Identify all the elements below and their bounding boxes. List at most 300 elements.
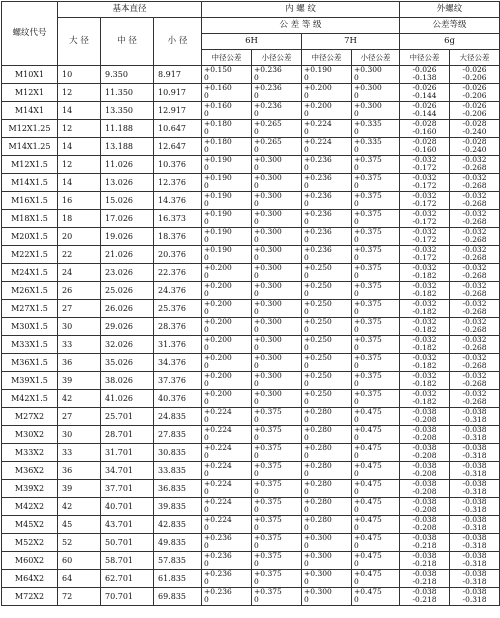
upper-deviation: -0.032	[412, 335, 437, 344]
major-diameter-cell: 39	[58, 480, 101, 498]
lower-deviation: 0	[254, 217, 259, 227]
6h-pitch-tol-cell	[202, 516, 252, 534]
thread-code-cell: M36X1.5	[2, 354, 58, 372]
6h-pitch-tol-cell	[202, 408, 252, 426]
6h-minor-tol-cell	[252, 372, 302, 390]
upper-deviation: +0.200	[304, 83, 332, 92]
thread-code-cell: M18X1.5	[2, 210, 58, 228]
upper-deviation: -0.038	[462, 443, 487, 452]
pitch-diameter-cell: 11.026	[101, 156, 154, 174]
7h-minor-tol-cell	[352, 300, 400, 318]
minor-diameter-cell: 24.835	[154, 408, 202, 426]
6g-pitch-tol-cell	[400, 264, 450, 282]
minor-diameter-cell: 37.376	[154, 372, 202, 390]
upper-deviation: +0.375	[354, 281, 382, 290]
lower-deviation: 0	[304, 469, 309, 479]
lower-deviation: 0	[204, 451, 209, 461]
header-basic-diameter: 基本直径	[58, 2, 202, 18]
7h-minor-tol-cell	[352, 462, 400, 480]
thread-code-cell: M60X2	[2, 552, 58, 570]
minor-diameter-cell: 22.376	[154, 264, 202, 282]
upper-deviation: +0.190	[204, 173, 232, 182]
thread-code-cell: M33X1.5	[2, 336, 58, 354]
lower-deviation: -0.268	[462, 163, 487, 173]
header-thread-code: 螺纹代号	[2, 2, 58, 66]
thread-code-cell: M36X2	[2, 462, 58, 480]
major-diameter-cell: 64	[58, 570, 101, 588]
table-body	[2, 66, 500, 606]
header-tolerance-grade-ext: 公差等级	[400, 18, 500, 34]
7h-pitch-tol-cell	[302, 174, 352, 192]
7h-pitch-tol-cell	[302, 588, 352, 606]
lower-deviation: 0	[254, 181, 259, 191]
minor-diameter-cell: 30.835	[154, 444, 202, 462]
upper-deviation: +0.236	[304, 173, 332, 182]
7h-pitch-tol-cell	[302, 480, 352, 498]
upper-deviation: -0.032	[462, 299, 487, 308]
upper-deviation: +0.375	[354, 155, 382, 164]
6h-pitch-tol-cell	[202, 282, 252, 300]
6g-major-tol-cell	[450, 498, 500, 516]
major-diameter-cell: 30	[58, 318, 101, 336]
minor-diameter-cell: 10.376	[154, 156, 202, 174]
lower-deviation: 0	[354, 145, 359, 155]
upper-deviation: -0.038	[462, 515, 487, 524]
upper-deviation: +0.200	[204, 263, 232, 272]
lower-deviation: 0	[354, 73, 359, 83]
lower-deviation: -0.218	[412, 577, 437, 587]
lower-deviation: -0.318	[462, 559, 487, 569]
lower-deviation: 0	[354, 577, 359, 587]
upper-deviation: +0.200	[204, 371, 232, 380]
upper-deviation: +0.224	[304, 137, 332, 146]
pitch-diameter-cell: 21.026	[101, 246, 154, 264]
minor-diameter-cell: 8.917	[154, 66, 202, 84]
upper-deviation: +0.375	[354, 263, 382, 272]
lower-deviation: 0	[354, 523, 359, 533]
pitch-diameter-cell: 15.026	[101, 192, 154, 210]
7h-pitch-tol-cell	[302, 570, 352, 588]
7h-pitch-tol-cell	[302, 228, 352, 246]
6h-pitch-tol-cell	[202, 228, 252, 246]
lower-deviation: 0	[204, 559, 209, 569]
header-6g-major-tol: 大径公差	[450, 50, 500, 66]
7h-minor-tol-cell	[352, 570, 400, 588]
upper-deviation: -0.038	[412, 515, 437, 524]
lower-deviation: 0	[354, 559, 359, 569]
6h-minor-tol-cell	[252, 84, 302, 102]
thread-code-cell: M20X1.5	[2, 228, 58, 246]
table-row	[2, 228, 500, 246]
thread-tolerance-table	[1, 1, 500, 606]
7h-pitch-tol-cell	[302, 390, 352, 408]
upper-deviation: +0.280	[304, 425, 332, 434]
upper-deviation: +0.190	[204, 227, 232, 236]
major-diameter-cell: 12	[58, 120, 101, 138]
table-row	[2, 498, 500, 516]
header-6h-pitch-tol: 中径公差	[202, 50, 252, 66]
lower-deviation: -0.268	[462, 397, 487, 407]
6g-major-tol-cell	[450, 192, 500, 210]
major-diameter-cell: 24	[58, 264, 101, 282]
lower-deviation: 0	[354, 271, 359, 281]
upper-deviation: +0.300	[354, 83, 382, 92]
lower-deviation: 0	[354, 253, 359, 263]
6h-minor-tol-cell	[252, 174, 302, 192]
upper-deviation: +0.190	[204, 209, 232, 218]
lower-deviation: 0	[204, 433, 209, 443]
header-grade-7h: 7H	[302, 34, 400, 50]
upper-deviation: +0.250	[304, 281, 332, 290]
lower-deviation: 0	[354, 397, 359, 407]
lower-deviation: -0.268	[462, 379, 487, 389]
upper-deviation: +0.300	[254, 371, 282, 380]
6h-minor-tol-cell	[252, 282, 302, 300]
upper-deviation: +0.375	[254, 587, 282, 596]
upper-deviation: +0.180	[204, 137, 232, 146]
7h-pitch-tol-cell	[302, 318, 352, 336]
pitch-diameter-cell: 40.701	[101, 498, 154, 516]
6g-pitch-tol-cell	[400, 570, 450, 588]
major-diameter-cell: 39	[58, 372, 101, 390]
header-external-thread: 外螺纹	[400, 2, 500, 18]
6g-pitch-tol-cell	[400, 318, 450, 336]
pitch-diameter-cell: 13.188	[101, 138, 154, 156]
lower-deviation: 0	[254, 73, 259, 83]
lower-deviation: -0.208	[412, 451, 437, 461]
table-row	[2, 282, 500, 300]
lower-deviation: -0.240	[462, 145, 487, 155]
upper-deviation: -0.038	[462, 533, 487, 542]
7h-pitch-tol-cell	[302, 300, 352, 318]
pitch-diameter-cell: 50.701	[101, 534, 154, 552]
upper-deviation: -0.038	[412, 497, 437, 506]
lower-deviation: -0.182	[412, 397, 437, 407]
upper-deviation: +0.265	[254, 119, 282, 128]
table-row	[2, 372, 500, 390]
6h-pitch-tol-cell	[202, 318, 252, 336]
6h-pitch-tol-cell	[202, 156, 252, 174]
lower-deviation: -0.240	[462, 127, 487, 137]
upper-deviation: +0.236	[304, 209, 332, 218]
6g-major-tol-cell	[450, 534, 500, 552]
major-diameter-cell: 36	[58, 462, 101, 480]
6h-minor-tol-cell	[252, 318, 302, 336]
lower-deviation: 0	[304, 217, 309, 227]
6h-pitch-tol-cell	[202, 246, 252, 264]
upper-deviation: -0.032	[462, 155, 487, 164]
header-minor-diameter: 小 径	[154, 18, 202, 66]
upper-deviation: +0.375	[254, 497, 282, 506]
upper-deviation: -0.026	[462, 83, 487, 92]
pitch-diameter-cell: 9.350	[101, 66, 154, 84]
7h-minor-tol-cell	[352, 498, 400, 516]
7h-minor-tol-cell	[352, 372, 400, 390]
pitch-diameter-cell: 62.701	[101, 570, 154, 588]
upper-deviation: -0.028	[462, 137, 487, 146]
upper-deviation: +0.375	[354, 173, 382, 182]
lower-deviation: 0	[354, 235, 359, 245]
minor-diameter-cell: 20.376	[154, 246, 202, 264]
upper-deviation: +0.475	[354, 497, 382, 506]
header-grade-6g: 6g	[400, 34, 500, 50]
major-diameter-cell: 26	[58, 282, 101, 300]
lower-deviation: 0	[354, 487, 359, 497]
upper-deviation: -0.032	[462, 245, 487, 254]
lower-deviation: -0.218	[412, 559, 437, 569]
lower-deviation: -0.206	[462, 91, 487, 101]
6h-pitch-tol-cell	[202, 210, 252, 228]
lower-deviation: -0.318	[462, 577, 487, 587]
lower-deviation: 0	[304, 343, 309, 353]
table-row	[2, 390, 500, 408]
6h-pitch-tol-cell	[202, 354, 252, 372]
lower-deviation: 0	[204, 109, 209, 119]
upper-deviation: +0.250	[304, 353, 332, 362]
lower-deviation: 0	[204, 253, 209, 263]
lower-deviation: -0.268	[462, 325, 487, 335]
lower-deviation: -0.172	[412, 181, 437, 191]
upper-deviation: -0.032	[412, 389, 437, 398]
lower-deviation: -0.318	[462, 595, 487, 605]
7h-minor-tol-cell	[352, 156, 400, 174]
table-row	[2, 300, 500, 318]
upper-deviation: -0.028	[412, 137, 437, 146]
pitch-diameter-cell: 32.026	[101, 336, 154, 354]
lower-deviation: 0	[204, 217, 209, 227]
thread-code-cell: M42X2	[2, 498, 58, 516]
upper-deviation: +0.475	[354, 461, 382, 470]
upper-deviation: +0.375	[254, 551, 282, 560]
6h-pitch-tol-cell	[202, 174, 252, 192]
lower-deviation: 0	[354, 433, 359, 443]
upper-deviation: +0.190	[304, 65, 332, 74]
upper-deviation: -0.038	[412, 479, 437, 488]
minor-diameter-cell: 40.376	[154, 390, 202, 408]
lower-deviation: 0	[254, 307, 259, 317]
upper-deviation: +0.160	[204, 101, 232, 110]
lower-deviation: -0.208	[412, 523, 437, 533]
upper-deviation: +0.300	[354, 65, 382, 74]
upper-deviation: +0.300	[254, 353, 282, 362]
upper-deviation: +0.475	[354, 533, 382, 542]
lower-deviation: 0	[354, 415, 359, 425]
major-diameter-cell: 12	[58, 156, 101, 174]
lower-deviation: -0.268	[462, 307, 487, 317]
thread-code-cell: M39X1.5	[2, 372, 58, 390]
6g-major-tol-cell	[450, 408, 500, 426]
upper-deviation: -0.032	[462, 389, 487, 398]
6g-major-tol-cell	[450, 102, 500, 120]
7h-minor-tol-cell	[352, 264, 400, 282]
7h-pitch-tol-cell	[302, 138, 352, 156]
7h-pitch-tol-cell	[302, 282, 352, 300]
table-row	[2, 66, 500, 84]
lower-deviation: -0.208	[412, 469, 437, 479]
7h-minor-tol-cell	[352, 390, 400, 408]
6h-minor-tol-cell	[252, 462, 302, 480]
7h-minor-tol-cell	[352, 174, 400, 192]
pitch-diameter-cell: 31.701	[101, 444, 154, 462]
lower-deviation: 0	[254, 487, 259, 497]
thread-code-cell: M42X1.5	[2, 390, 58, 408]
7h-pitch-tol-cell	[302, 444, 352, 462]
6h-minor-tol-cell	[252, 426, 302, 444]
major-diameter-cell: 30	[58, 426, 101, 444]
7h-pitch-tol-cell	[302, 498, 352, 516]
7h-pitch-tol-cell	[302, 264, 352, 282]
upper-deviation: -0.032	[462, 371, 487, 380]
upper-deviation: +0.300	[254, 263, 282, 272]
upper-deviation: +0.375	[354, 389, 382, 398]
thread-code-cell: M12X1	[2, 84, 58, 102]
upper-deviation: -0.038	[412, 443, 437, 452]
upper-deviation: +0.265	[254, 137, 282, 146]
7h-pitch-tol-cell	[302, 120, 352, 138]
lower-deviation: 0	[354, 289, 359, 299]
upper-deviation: -0.032	[412, 245, 437, 254]
upper-deviation: +0.475	[354, 479, 382, 488]
lower-deviation: -0.318	[462, 505, 487, 515]
7h-pitch-tol-cell	[302, 534, 352, 552]
minor-diameter-cell: 34.376	[154, 354, 202, 372]
table-row	[2, 264, 500, 282]
upper-deviation: +0.224	[204, 425, 232, 434]
6g-major-tol-cell	[450, 480, 500, 498]
major-diameter-cell: 33	[58, 336, 101, 354]
lower-deviation: -0.318	[462, 415, 487, 425]
6g-pitch-tol-cell	[400, 480, 450, 498]
upper-deviation: -0.038	[462, 479, 487, 488]
upper-deviation: -0.032	[412, 371, 437, 380]
major-diameter-cell: 10	[58, 66, 101, 84]
lower-deviation: 0	[204, 199, 209, 209]
lower-deviation: 0	[354, 91, 359, 101]
lower-deviation: -0.268	[462, 289, 487, 299]
lower-deviation: 0	[254, 199, 259, 209]
lower-deviation: 0	[304, 181, 309, 191]
upper-deviation: +0.475	[354, 551, 382, 560]
upper-deviation: -0.032	[462, 317, 487, 326]
lower-deviation: 0	[254, 451, 259, 461]
lower-deviation: 0	[204, 343, 209, 353]
6h-pitch-tol-cell	[202, 570, 252, 588]
table-row	[2, 552, 500, 570]
pitch-diameter-cell: 13.026	[101, 174, 154, 192]
7h-minor-tol-cell	[352, 192, 400, 210]
thread-code-cell: M27X1.5	[2, 300, 58, 318]
lower-deviation: 0	[254, 379, 259, 389]
upper-deviation: -0.038	[412, 569, 437, 578]
7h-pitch-tol-cell	[302, 408, 352, 426]
lower-deviation: -0.318	[462, 523, 487, 533]
upper-deviation: +0.475	[354, 515, 382, 524]
lower-deviation: 0	[204, 91, 209, 101]
6h-minor-tol-cell	[252, 480, 302, 498]
upper-deviation: -0.032	[412, 173, 437, 182]
upper-deviation: -0.038	[462, 551, 487, 560]
upper-deviation: +0.375	[354, 353, 382, 362]
upper-deviation: +0.236	[204, 551, 232, 560]
minor-diameter-cell: 49.835	[154, 534, 202, 552]
7h-pitch-tol-cell	[302, 462, 352, 480]
upper-deviation: +0.224	[204, 407, 232, 416]
6h-minor-tol-cell	[252, 138, 302, 156]
lower-deviation: 0	[304, 289, 309, 299]
lower-deviation: 0	[254, 163, 259, 173]
6h-pitch-tol-cell	[202, 300, 252, 318]
6g-pitch-tol-cell	[400, 516, 450, 534]
table-row	[2, 516, 500, 534]
minor-diameter-cell: 14.376	[154, 192, 202, 210]
6g-pitch-tol-cell	[400, 588, 450, 606]
lower-deviation: 0	[304, 487, 309, 497]
lower-deviation: -0.182	[412, 379, 437, 389]
upper-deviation: -0.038	[412, 551, 437, 560]
7h-minor-tol-cell	[352, 552, 400, 570]
6h-minor-tol-cell	[252, 264, 302, 282]
lower-deviation: 0	[354, 199, 359, 209]
upper-deviation: -0.026	[412, 101, 437, 110]
upper-deviation: -0.038	[412, 587, 437, 596]
table-row	[2, 588, 500, 606]
upper-deviation: -0.032	[462, 227, 487, 236]
6h-pitch-tol-cell	[202, 192, 252, 210]
7h-minor-tol-cell	[352, 102, 400, 120]
6h-minor-tol-cell	[252, 102, 302, 120]
table-row	[2, 210, 500, 228]
thread-code-cell: M52X2	[2, 534, 58, 552]
6g-pitch-tol-cell	[400, 336, 450, 354]
upper-deviation: +0.250	[304, 263, 332, 272]
7h-pitch-tol-cell	[302, 66, 352, 84]
6h-pitch-tol-cell	[202, 120, 252, 138]
upper-deviation: +0.300	[304, 587, 332, 596]
major-diameter-cell: 27	[58, 300, 101, 318]
upper-deviation: -0.032	[462, 209, 487, 218]
6h-pitch-tol-cell	[202, 534, 252, 552]
table-row	[2, 408, 500, 426]
upper-deviation: +0.335	[354, 119, 382, 128]
lower-deviation: 0	[304, 595, 309, 605]
6h-minor-tol-cell	[252, 246, 302, 264]
6g-major-tol-cell	[450, 300, 500, 318]
6h-minor-tol-cell	[252, 552, 302, 570]
upper-deviation: -0.032	[462, 173, 487, 182]
thread-code-cell: M72X2	[2, 588, 58, 606]
table-row	[2, 192, 500, 210]
header-7h-minor-tol: 小径公差	[352, 50, 400, 66]
lower-deviation: -0.182	[412, 343, 437, 353]
lower-deviation: 0	[354, 217, 359, 227]
lower-deviation: 0	[204, 415, 209, 425]
6h-pitch-tol-cell	[202, 390, 252, 408]
minor-diameter-cell: 57.835	[154, 552, 202, 570]
major-diameter-cell: 60	[58, 552, 101, 570]
lower-deviation: 0	[304, 577, 309, 587]
lower-deviation: 0	[304, 361, 309, 371]
lower-deviation: 0	[304, 109, 309, 119]
lower-deviation: -0.172	[412, 163, 437, 173]
6g-pitch-tol-cell	[400, 102, 450, 120]
lower-deviation: 0	[204, 181, 209, 191]
7h-minor-tol-cell	[352, 228, 400, 246]
pitch-diameter-cell: 41.026	[101, 390, 154, 408]
lower-deviation: -0.144	[412, 109, 437, 119]
lower-deviation: 0	[204, 235, 209, 245]
lower-deviation: -0.206	[462, 109, 487, 119]
table-row	[2, 534, 500, 552]
